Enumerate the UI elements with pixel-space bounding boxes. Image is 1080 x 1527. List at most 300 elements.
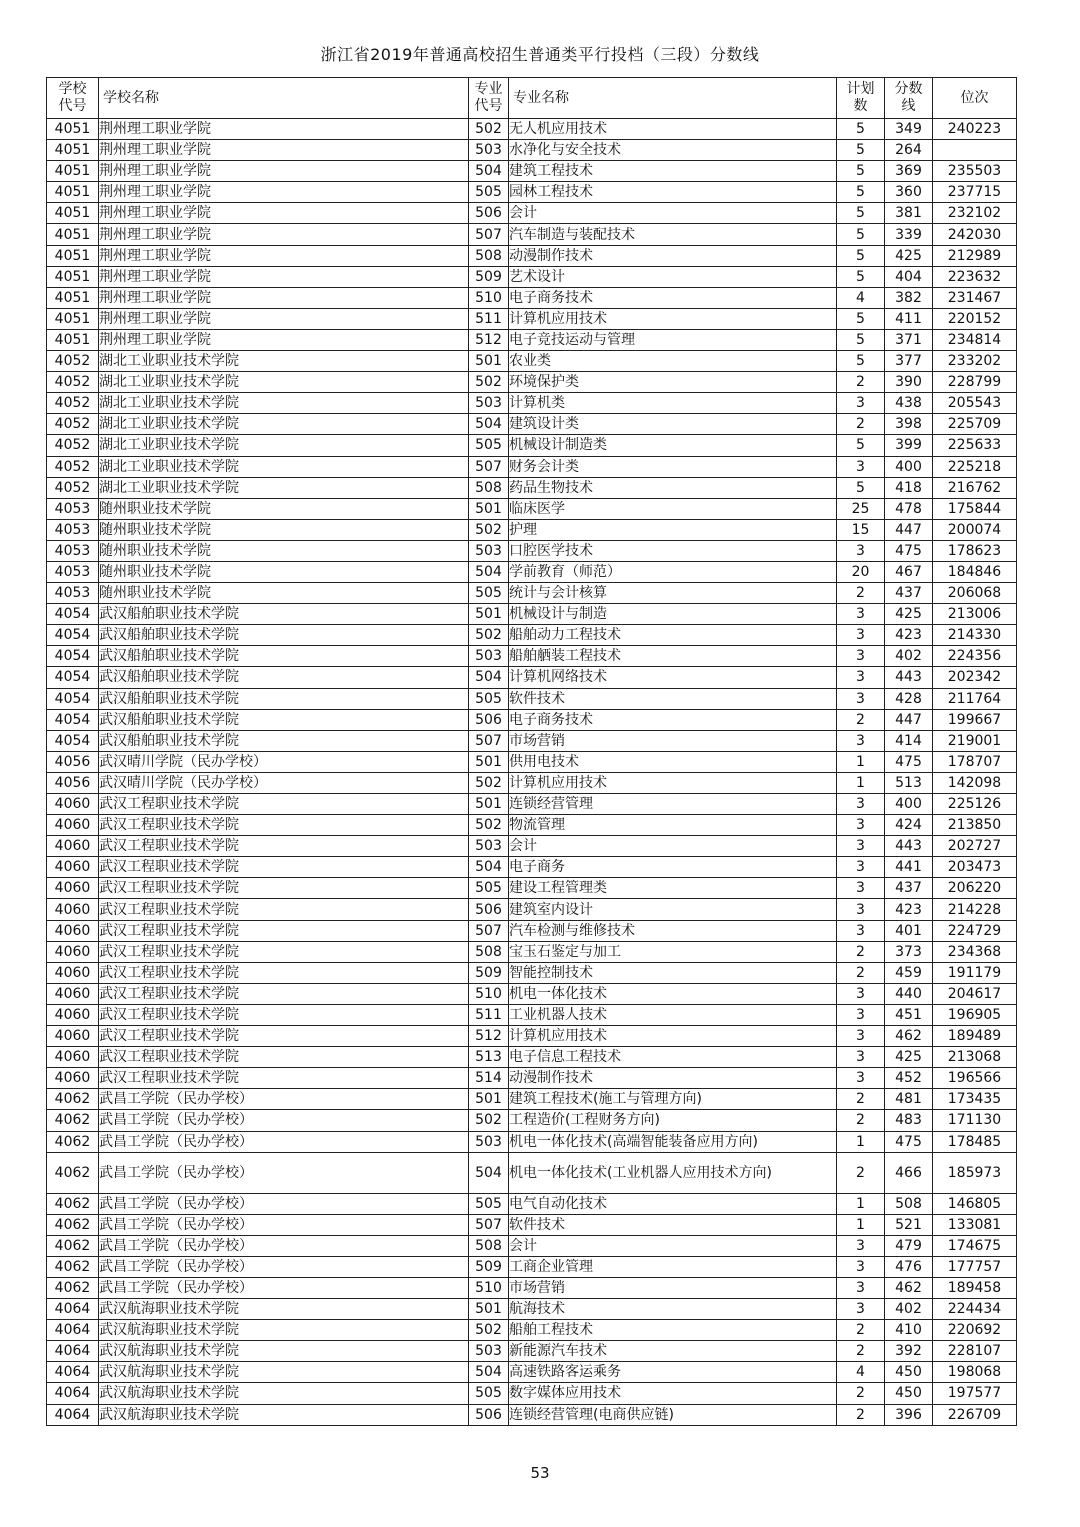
score-cell: 396 <box>885 1404 933 1425</box>
school-name-cell: 荆州理工职业学院 <box>99 119 469 140</box>
plan-cell: 3 <box>837 857 885 878</box>
major-name-cell: 智能控制技术 <box>509 962 837 983</box>
school-code-cell: 4051 <box>47 203 99 224</box>
rank-cell: 146805 <box>933 1193 1017 1214</box>
plan-cell: 3 <box>837 1004 885 1025</box>
major-code-cell: 503 <box>469 836 509 857</box>
rank-cell: 231467 <box>933 287 1017 308</box>
school-name-cell: 荆州理工职业学院 <box>99 308 469 329</box>
school-code-cell: 4051 <box>47 161 99 182</box>
school-name-cell: 武昌工学院（民办学校） <box>99 1110 469 1131</box>
score-cell: 462 <box>885 1026 933 1047</box>
school-name-cell: 武昌工学院（民办学校） <box>99 1152 469 1193</box>
plan-cell: 3 <box>837 604 885 625</box>
major-code-cell: 501 <box>469 1299 509 1320</box>
table-row <box>47 119 1017 140</box>
major-name-cell: 动漫制作技术 <box>509 1068 837 1089</box>
plan-cell: 3 <box>837 983 885 1004</box>
school-name-cell: 湖北工业职业技术学院 <box>99 414 469 435</box>
rank-cell: 196905 <box>933 1004 1017 1025</box>
score-cell: 478 <box>885 498 933 519</box>
major-name-cell: 连锁经营管理(电商供应链) <box>509 1404 837 1425</box>
table-row <box>47 266 1017 287</box>
major-name-cell: 宝玉石鉴定与加工 <box>509 941 837 962</box>
major-name-cell: 计算机应用技术 <box>509 308 837 329</box>
school-name-cell: 武昌工学院（民办学校） <box>99 1256 469 1277</box>
table-row <box>47 1089 1017 1110</box>
school-code-cell: 4062 <box>47 1193 99 1214</box>
major-code-cell: 507 <box>469 1214 509 1235</box>
header-school-name: 学校名称 <box>99 78 469 119</box>
rank-cell: 220152 <box>933 308 1017 329</box>
school-code-cell: 4064 <box>47 1320 99 1341</box>
school-code-cell: 4054 <box>47 625 99 646</box>
table-row <box>47 1404 1017 1425</box>
rank-cell: 213006 <box>933 604 1017 625</box>
school-code-cell: 4054 <box>47 688 99 709</box>
major-name-cell: 连锁经营管理 <box>509 794 837 815</box>
school-name-cell: 湖北工业职业技术学院 <box>99 351 469 372</box>
school-name-cell: 武汉工程职业技术学院 <box>99 899 469 920</box>
score-cell: 425 <box>885 245 933 266</box>
major-code-cell: 501 <box>469 1089 509 1110</box>
major-name-cell: 建设工程管理类 <box>509 878 837 899</box>
major-code-cell: 505 <box>469 688 509 709</box>
school-code-cell: 4060 <box>47 920 99 941</box>
school-name-cell: 武汉工程职业技术学院 <box>99 1047 469 1068</box>
major-name-cell: 会计 <box>509 836 837 857</box>
school-code-cell: 4054 <box>47 667 99 688</box>
school-code-cell: 4053 <box>47 561 99 582</box>
school-code-cell: 4051 <box>47 140 99 161</box>
score-cell: 402 <box>885 646 933 667</box>
school-name-cell: 随州职业技术学院 <box>99 540 469 561</box>
major-name-cell: 机电一体化技术 <box>509 983 837 1004</box>
table-row <box>47 667 1017 688</box>
table-row <box>47 1193 1017 1214</box>
score-cell: 483 <box>885 1110 933 1131</box>
major-name-cell: 机电一体化技术(高端智能装备应用方向) <box>509 1131 837 1152</box>
score-cell: 508 <box>885 1193 933 1214</box>
school-name-cell: 武昌工学院（民办学校） <box>99 1214 469 1235</box>
school-name-cell: 荆州理工职业学院 <box>99 224 469 245</box>
major-name-cell: 农业类 <box>509 351 837 372</box>
school-code-cell: 4062 <box>47 1277 99 1298</box>
school-code-cell: 4060 <box>47 815 99 836</box>
rank-cell: 214228 <box>933 899 1017 920</box>
school-name-cell: 武汉航海职业技术学院 <box>99 1383 469 1404</box>
major-code-cell: 502 <box>469 372 509 393</box>
score-cell: 360 <box>885 182 933 203</box>
major-code-cell: 510 <box>469 1277 509 1298</box>
rank-cell: 240223 <box>933 119 1017 140</box>
rank-cell: 184846 <box>933 561 1017 582</box>
school-code-cell: 4062 <box>47 1235 99 1256</box>
score-cell: 440 <box>885 983 933 1004</box>
school-name-cell: 武汉工程职业技术学院 <box>99 878 469 899</box>
school-name-cell: 荆州理工职业学院 <box>99 140 469 161</box>
school-name-cell: 随州职业技术学院 <box>99 519 469 540</box>
rank-cell: 178485 <box>933 1131 1017 1152</box>
school-code-cell: 4060 <box>47 1026 99 1047</box>
score-cell: 447 <box>885 709 933 730</box>
school-code-cell: 4054 <box>47 730 99 751</box>
major-code-cell: 508 <box>469 477 509 498</box>
score-cell: 462 <box>885 1277 933 1298</box>
school-code-cell: 4060 <box>47 1068 99 1089</box>
table-row <box>47 1214 1017 1235</box>
plan-cell: 3 <box>837 393 885 414</box>
major-code-cell: 502 <box>469 1320 509 1341</box>
school-name-cell: 随州职业技术学院 <box>99 561 469 582</box>
major-code-cell: 501 <box>469 498 509 519</box>
plan-cell: 5 <box>837 308 885 329</box>
school-name-cell: 武汉船舶职业技术学院 <box>99 667 469 688</box>
plan-cell: 5 <box>837 329 885 350</box>
score-cell: 349 <box>885 119 933 140</box>
rank-cell: 226709 <box>933 1404 1017 1425</box>
school-name-cell: 武汉船舶职业技术学院 <box>99 646 469 667</box>
major-code-cell: 502 <box>469 1110 509 1131</box>
score-cell: 437 <box>885 583 933 604</box>
score-cell: 373 <box>885 941 933 962</box>
plan-cell: 2 <box>837 709 885 730</box>
major-code-cell: 509 <box>469 962 509 983</box>
header-plan: 计划 数 <box>837 78 885 119</box>
school-code-cell: 4051 <box>47 329 99 350</box>
major-name-cell: 机械设计与制造 <box>509 604 837 625</box>
major-name-cell: 计算机应用技术 <box>509 1026 837 1047</box>
school-code-cell: 4060 <box>47 794 99 815</box>
score-cell: 447 <box>885 519 933 540</box>
score-cell: 452 <box>885 1068 933 1089</box>
rank-cell: 202727 <box>933 836 1017 857</box>
rank-cell: 225218 <box>933 456 1017 477</box>
major-code-cell: 504 <box>469 667 509 688</box>
table-row <box>47 646 1017 667</box>
school-code-cell: 4060 <box>47 857 99 878</box>
plan-cell: 2 <box>837 962 885 983</box>
major-name-cell: 汽车检测与维修技术 <box>509 920 837 941</box>
header-rank: 位次 <box>933 78 1017 119</box>
rank-cell: 224434 <box>933 1299 1017 1320</box>
school-name-cell: 武昌工学院（民办学校） <box>99 1193 469 1214</box>
rank-cell: 189458 <box>933 1277 1017 1298</box>
major-code-cell: 509 <box>469 1256 509 1277</box>
header-row <box>47 78 1017 119</box>
major-name-cell: 电子商务技术 <box>509 287 837 308</box>
school-code-cell: 4051 <box>47 224 99 245</box>
plan-cell: 3 <box>837 1256 885 1277</box>
plan-cell: 2 <box>837 414 885 435</box>
rank-cell: 178623 <box>933 540 1017 561</box>
rank-cell: 133081 <box>933 1214 1017 1235</box>
school-code-cell: 4054 <box>47 646 99 667</box>
plan-cell: 5 <box>837 266 885 287</box>
school-name-cell: 随州职业技术学院 <box>99 498 469 519</box>
plan-cell: 3 <box>837 540 885 561</box>
table-row <box>47 477 1017 498</box>
major-code-cell: 511 <box>469 1004 509 1025</box>
rank-cell: 228107 <box>933 1341 1017 1362</box>
table-row <box>47 878 1017 899</box>
rank-cell: 178707 <box>933 751 1017 772</box>
rank-cell: 232102 <box>933 203 1017 224</box>
major-code-cell: 501 <box>469 604 509 625</box>
major-name-cell: 水净化与安全技术 <box>509 140 837 161</box>
plan-cell: 3 <box>837 667 885 688</box>
school-code-cell: 4064 <box>47 1404 99 1425</box>
plan-cell: 1 <box>837 1214 885 1235</box>
plan-cell: 5 <box>837 477 885 498</box>
major-code-cell: 506 <box>469 203 509 224</box>
major-name-cell: 机电一体化技术(工业机器人应用技术方向) <box>509 1152 837 1193</box>
table-row <box>47 1004 1017 1025</box>
rank-cell: 225126 <box>933 794 1017 815</box>
table-row <box>47 899 1017 920</box>
plan-cell: 5 <box>837 140 885 161</box>
table-row <box>47 920 1017 941</box>
table-row <box>47 1110 1017 1131</box>
rank-cell: 191179 <box>933 962 1017 983</box>
plan-cell: 2 <box>837 1110 885 1131</box>
score-cell: 438 <box>885 393 933 414</box>
major-code-cell: 507 <box>469 224 509 245</box>
table-row <box>47 456 1017 477</box>
major-name-cell: 工程造价(工程财务方向) <box>509 1110 837 1131</box>
school-code-cell: 4052 <box>47 477 99 498</box>
school-name-cell: 武汉晴川学院（民办学校） <box>99 772 469 793</box>
major-code-cell: 514 <box>469 1068 509 1089</box>
score-cell: 450 <box>885 1362 933 1383</box>
major-name-cell: 电气自动化技术 <box>509 1193 837 1214</box>
plan-cell: 1 <box>837 1131 885 1152</box>
school-code-cell: 4064 <box>47 1362 99 1383</box>
school-name-cell: 武昌工学院（民办学校） <box>99 1089 469 1110</box>
school-code-cell: 4062 <box>47 1110 99 1131</box>
table-row <box>47 857 1017 878</box>
plan-cell: 5 <box>837 435 885 456</box>
school-name-cell: 武汉工程职业技术学院 <box>99 836 469 857</box>
rank-cell: 235503 <box>933 161 1017 182</box>
major-name-cell: 汽车制造与装配技术 <box>509 224 837 245</box>
major-code-cell: 507 <box>469 456 509 477</box>
score-cell: 466 <box>885 1152 933 1193</box>
major-name-cell: 物流管理 <box>509 815 837 836</box>
major-code-cell: 503 <box>469 646 509 667</box>
school-code-cell: 4060 <box>47 836 99 857</box>
school-name-cell: 武汉晴川学院（民办学校） <box>99 751 469 772</box>
table-row <box>47 794 1017 815</box>
score-cell: 424 <box>885 815 933 836</box>
major-name-cell: 艺术设计 <box>509 266 837 287</box>
table-body <box>47 119 1017 1426</box>
major-name-cell: 财务会计类 <box>509 456 837 477</box>
score-cell: 399 <box>885 435 933 456</box>
school-code-cell: 4064 <box>47 1383 99 1404</box>
plan-cell: 3 <box>837 1047 885 1068</box>
major-name-cell: 高速铁路客运乘务 <box>509 1362 837 1383</box>
major-name-cell: 软件技术 <box>509 688 837 709</box>
school-name-cell: 荆州理工职业学院 <box>99 203 469 224</box>
major-name-cell: 电子商务 <box>509 857 837 878</box>
school-name-cell: 荆州理工职业学院 <box>99 245 469 266</box>
major-name-cell: 船舶工程技术 <box>509 1320 837 1341</box>
major-code-cell: 511 <box>469 308 509 329</box>
rank-cell: 214330 <box>933 625 1017 646</box>
rank-cell: 197577 <box>933 1383 1017 1404</box>
school-code-cell: 4051 <box>47 245 99 266</box>
rank-cell: 223632 <box>933 266 1017 287</box>
school-code-cell: 4062 <box>47 1131 99 1152</box>
table-row <box>47 625 1017 646</box>
major-code-cell: 510 <box>469 983 509 1004</box>
school-name-cell: 湖北工业职业技术学院 <box>99 456 469 477</box>
school-name-cell: 武汉航海职业技术学院 <box>99 1404 469 1425</box>
score-cell: 402 <box>885 1299 933 1320</box>
major-code-cell: 504 <box>469 161 509 182</box>
major-code-cell: 505 <box>469 1383 509 1404</box>
score-cell: 410 <box>885 1320 933 1341</box>
plan-cell: 2 <box>837 941 885 962</box>
plan-cell: 3 <box>837 1068 885 1089</box>
school-code-cell: 4051 <box>47 266 99 287</box>
score-cell: 425 <box>885 1047 933 1068</box>
score-cell: 401 <box>885 920 933 941</box>
score-cell: 513 <box>885 772 933 793</box>
table-row <box>47 1299 1017 1320</box>
major-code-cell: 504 <box>469 561 509 582</box>
rank-cell: 225709 <box>933 414 1017 435</box>
school-name-cell: 荆州理工职业学院 <box>99 287 469 308</box>
major-code-cell: 503 <box>469 1341 509 1362</box>
table-row <box>47 1068 1017 1089</box>
table-row <box>47 245 1017 266</box>
major-name-cell: 建筑工程技术 <box>509 161 837 182</box>
school-name-cell: 武昌工学院（民办学校） <box>99 1277 469 1298</box>
plan-cell: 3 <box>837 625 885 646</box>
school-code-cell: 4052 <box>47 414 99 435</box>
score-cell: 371 <box>885 329 933 350</box>
school-name-cell: 荆州理工职业学院 <box>99 182 469 203</box>
table-row <box>47 1383 1017 1404</box>
major-name-cell: 药品生物技术 <box>509 477 837 498</box>
school-code-cell: 4052 <box>47 435 99 456</box>
major-code-cell: 506 <box>469 899 509 920</box>
score-cell: 479 <box>885 1235 933 1256</box>
school-name-cell: 武汉船舶职业技术学院 <box>99 604 469 625</box>
major-code-cell: 502 <box>469 119 509 140</box>
plan-cell: 3 <box>837 1277 885 1298</box>
table-row <box>47 815 1017 836</box>
major-code-cell: 508 <box>469 245 509 266</box>
plan-cell: 3 <box>837 730 885 751</box>
major-name-cell: 建筑室内设计 <box>509 899 837 920</box>
major-code-cell: 501 <box>469 794 509 815</box>
school-name-cell: 荆州理工职业学院 <box>99 161 469 182</box>
rank-cell: 189489 <box>933 1026 1017 1047</box>
table-row <box>47 393 1017 414</box>
school-name-cell: 湖北工业职业技术学院 <box>99 477 469 498</box>
plan-cell: 5 <box>837 161 885 182</box>
major-code-cell: 503 <box>469 540 509 561</box>
major-code-cell: 505 <box>469 878 509 899</box>
school-code-cell: 4060 <box>47 983 99 1004</box>
major-name-cell: 环境保护类 <box>509 372 837 393</box>
major-code-cell: 503 <box>469 393 509 414</box>
major-name-cell: 护理 <box>509 519 837 540</box>
school-code-cell: 4060 <box>47 941 99 962</box>
table-row <box>47 351 1017 372</box>
table-row <box>47 772 1017 793</box>
school-name-cell: 湖北工业职业技术学院 <box>99 435 469 456</box>
rank-cell: 202342 <box>933 667 1017 688</box>
school-name-cell: 武汉工程职业技术学院 <box>99 794 469 815</box>
school-name-cell: 武昌工学院（民办学校） <box>99 1131 469 1152</box>
major-code-cell: 508 <box>469 941 509 962</box>
rank-cell: 220692 <box>933 1320 1017 1341</box>
rank-cell: 224729 <box>933 920 1017 941</box>
school-name-cell: 武汉航海职业技术学院 <box>99 1341 469 1362</box>
rank-cell: 177757 <box>933 1256 1017 1277</box>
score-cell: 475 <box>885 751 933 772</box>
school-code-cell: 4062 <box>47 1152 99 1193</box>
major-name-cell: 供用电技术 <box>509 751 837 772</box>
score-cell: 475 <box>885 1131 933 1152</box>
rank-cell: 205543 <box>933 393 1017 414</box>
score-cell: 476 <box>885 1256 933 1277</box>
major-name-cell: 电子竞技运动与管理 <box>509 329 837 350</box>
rank-cell: 200074 <box>933 519 1017 540</box>
table-row <box>47 161 1017 182</box>
school-code-cell: 4051 <box>47 119 99 140</box>
major-name-cell: 新能源汽车技术 <box>509 1341 837 1362</box>
major-code-cell: 501 <box>469 351 509 372</box>
table-row <box>47 519 1017 540</box>
major-name-cell: 建筑工程技术(施工与管理方向) <box>509 1089 837 1110</box>
table-row <box>47 540 1017 561</box>
school-name-cell: 武汉工程职业技术学院 <box>99 920 469 941</box>
major-code-cell: 513 <box>469 1047 509 1068</box>
rank-cell: 224356 <box>933 646 1017 667</box>
rank-cell: 234814 <box>933 329 1017 350</box>
plan-cell: 1 <box>837 1193 885 1214</box>
school-code-cell: 4053 <box>47 519 99 540</box>
school-name-cell: 湖北工业职业技术学院 <box>99 393 469 414</box>
plan-cell: 3 <box>837 878 885 899</box>
rank-cell: 213068 <box>933 1047 1017 1068</box>
table-row <box>47 329 1017 350</box>
plan-cell: 20 <box>837 561 885 582</box>
page-number: 53 <box>530 1464 550 1482</box>
rank-cell: 203473 <box>933 857 1017 878</box>
table-row <box>47 730 1017 751</box>
rank-cell: 212989 <box>933 245 1017 266</box>
score-cell: 425 <box>885 604 933 625</box>
major-name-cell: 软件技术 <box>509 1214 837 1235</box>
school-code-cell: 4056 <box>47 751 99 772</box>
major-name-cell: 园林工程技术 <box>509 182 837 203</box>
plan-cell: 5 <box>837 203 885 224</box>
score-cell: 264 <box>885 140 933 161</box>
school-code-cell: 4064 <box>47 1341 99 1362</box>
plan-cell: 3 <box>837 836 885 857</box>
school-code-cell: 4062 <box>47 1089 99 1110</box>
school-name-cell: 武汉工程职业技术学院 <box>99 983 469 1004</box>
plan-cell: 25 <box>837 498 885 519</box>
major-code-cell: 502 <box>469 625 509 646</box>
table-row <box>47 688 1017 709</box>
